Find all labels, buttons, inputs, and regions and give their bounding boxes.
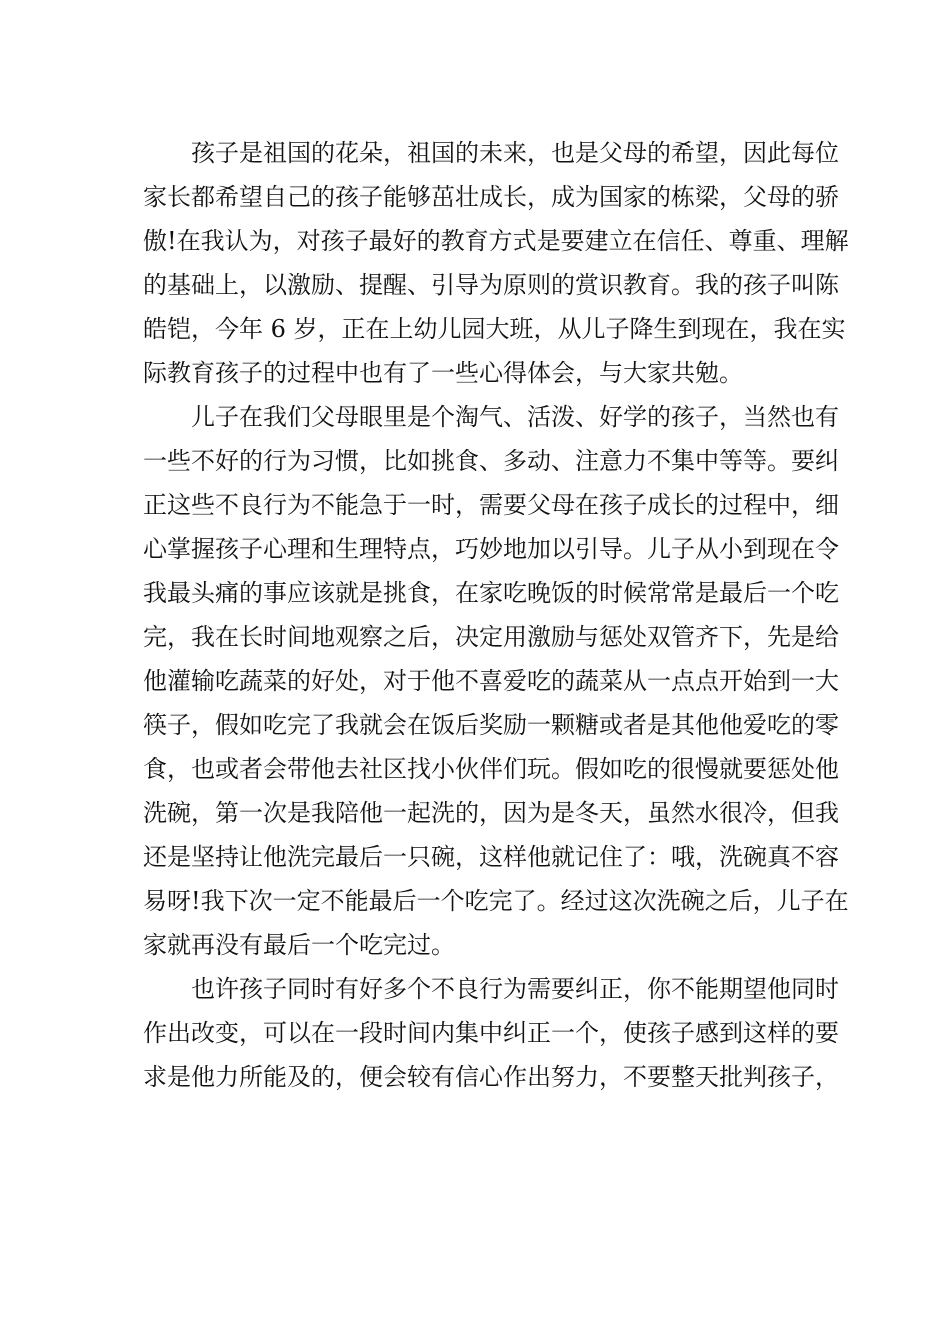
text-line: 皓铠，今年 6 岁，正在上幼儿园大班，从儿子降生到现在，我在实 — [143, 315, 846, 343]
text-line: 完，我在长时间地观察之后，决定用激励与惩处双管齐下，先是给 — [143, 623, 839, 651]
text-line: 一些不好的行为习惯，比如挑食、多动、注意力不集中等等。要纠 — [143, 447, 839, 475]
text-line: 家就再没有最后一个吃完过。 — [143, 931, 455, 959]
text-line: 他灌输吃蔬菜的好处，对于他不喜爱吃的蔬菜从一点点开始到一大 — [143, 667, 839, 695]
body-text — [143, 131, 849, 1099]
text-line: 的基础上，以激励、提醒、引导为原则的赏识教育。我的孩子叫陈 — [143, 271, 839, 299]
text-line: 傲!在我认为，对孩子最好的教育方式是要建立在信任、尊重、理解 — [143, 227, 849, 255]
text-line: 我最头痛的事应该就是挑食，在家吃晚饭的时候常常是最后一个吃 — [143, 579, 839, 607]
text-line: 作出改变，可以在一段时间内集中纠正一个，使孩子感到这样的要 — [143, 1019, 839, 1047]
text-line: 际教育孩子的过程中也有了一些心得体会，与大家共勉。 — [143, 359, 743, 387]
text-line: 孩子是祖国的花朵，祖国的未来，也是父母的希望，因此每位 — [191, 139, 839, 167]
text-line: 正这些不良行为不能急于一时，需要父母在孩子成长的过程中，细 — [143, 491, 839, 519]
text-line: 还是坚持让他洗完最后一只碗，这样他就记住了：哦，洗碗真不容 — [143, 843, 839, 871]
text-line: 筷子，假如吃完了我就会在饭后奖励一颗糖或者是其他他爱吃的零 — [143, 711, 839, 739]
text-line: 心掌握孩子心理和生理特点，巧妙地加以引导。儿子从小到现在令 — [143, 535, 839, 563]
text-line: 家长都希望自己的孩子能够茁壮成长，成为国家的栋梁，父母的骄 — [143, 183, 839, 211]
text-line: 儿子在我们父母眼里是个淘气、活泼、好学的孩子，当然也有 — [191, 403, 839, 431]
text-line: 洗碗，第一次是我陪他一起洗的，因为是冬天，虽然水很冷，但我 — [143, 799, 839, 827]
text-line: 也许孩子同时有好多个不良行为需要纠正，你不能期望他同时 — [191, 975, 839, 1003]
text-line: 求是他力所能及的，便会较有信心作出努力，不要整天批判孩子， — [143, 1063, 839, 1091]
text-line: 易呀!我下次一定不能最后一个吃完了。经过这次洗碗之后，儿子在 — [143, 887, 849, 915]
text-line: 食，也或者会带他去社区找小伙伴们玩。假如吃的很慢就要惩处他 — [143, 755, 839, 783]
